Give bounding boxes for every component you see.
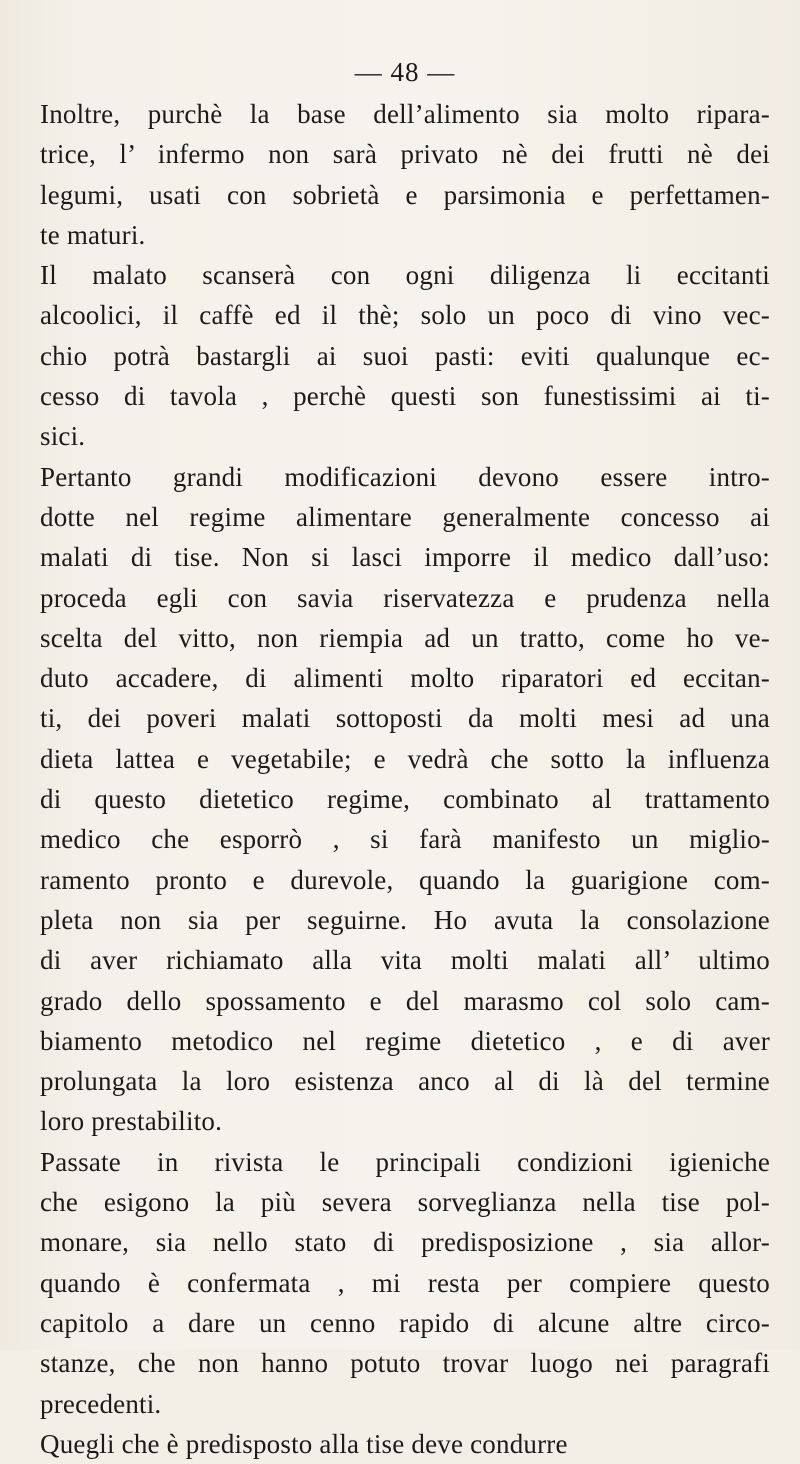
text-line: malati di tise. Non si lasci imporre il medico dall’uso: (40, 542, 770, 573)
text-line: grado dello spossamento e del marasmo col solo cam- (40, 985, 770, 1016)
text-line: Quegli che è predisposto alla tise deve condurre (40, 1428, 568, 1459)
text-line: monare, sia nello stato di predisposizione , sia allor- (40, 1227, 770, 1258)
text-line: trice, l’ infermo non sarà privato nè dei frutti nè dei (40, 139, 770, 170)
text-line: ti, dei poveri malati sottoposti da molti mesi ad una (40, 703, 770, 734)
text-line: stanze, che non hanno potuto trovar luogo nei paragrafi (40, 1348, 770, 1379)
text-line: dieta lattea e vegetabile; e vedrà che sotto la influenza (40, 743, 770, 774)
text-line: prolungata la loro esistenza anco al di là del termine (40, 1066, 770, 1097)
text-line: dotte nel regime alimentare generalmente concesso ai (40, 501, 770, 532)
text-line: Il malato scanserà con ogni diligenza li eccitanti (40, 260, 770, 291)
text-line: pleta non sia per seguirne. Ho avuta la consolazione (40, 904, 770, 935)
body-text (40, 94, 770, 1464)
text-line: duto accadere, di alimenti molto riparatori ed eccitan- (40, 663, 770, 694)
text-line: medico che esporrò , si farà manifesto un miglio- (40, 824, 770, 855)
text-line: biamento metodico nel regime dietetico , e di aver (40, 1025, 770, 1056)
text-line: che esigono la più severa sorveglianza nella tise pol- (40, 1187, 770, 1218)
text-line: di aver richiamato alla vita molti malati all’ ultimo (40, 945, 770, 976)
text-line: scelta del vitto, non riempia ad un tratto, come ho ve- (40, 622, 770, 653)
text-line: alcoolici, il caffè ed il thè; solo un poco di vino vec- (40, 300, 770, 331)
text-line: legumi, usati con sobrietà e parsimonia e perfettamen- (40, 179, 770, 210)
text-line: precedenti. (40, 1388, 162, 1419)
text-line: proceda egli con savia riservatezza e prudenza nella (40, 582, 770, 613)
page-number-header: — 48 — (354, 57, 456, 87)
text-line: ramento pronto e durevole, quando la guarigione com- (40, 864, 770, 895)
text-line: sici. (40, 421, 86, 452)
text-line: Pertanto grandi modificazioni devono essere intro- (40, 461, 770, 492)
text-line: capitolo a dare un cenno rapido di alcune altre circo- (40, 1307, 770, 1338)
text-line: loro prestabilito. (40, 1106, 223, 1137)
text-line: Inoltre, purchè la base dell’alimento sia molto ripara- (40, 99, 770, 129)
text-line: cesso di tavola , perchè questi son funestissimi ai ti- (40, 381, 770, 412)
text-line: quando è confermata , mi resta per compiere questo (40, 1267, 770, 1298)
text-line: Passate in rivista le principali condizioni igieniche (40, 1146, 770, 1177)
text-line: chio potrà bastargli ai suoi pasti: eviti qualunque ec- (40, 340, 770, 371)
text-line: di questo dietetico regime, combinato al trattamento (40, 784, 770, 815)
text-line: te maturi. (40, 219, 146, 250)
